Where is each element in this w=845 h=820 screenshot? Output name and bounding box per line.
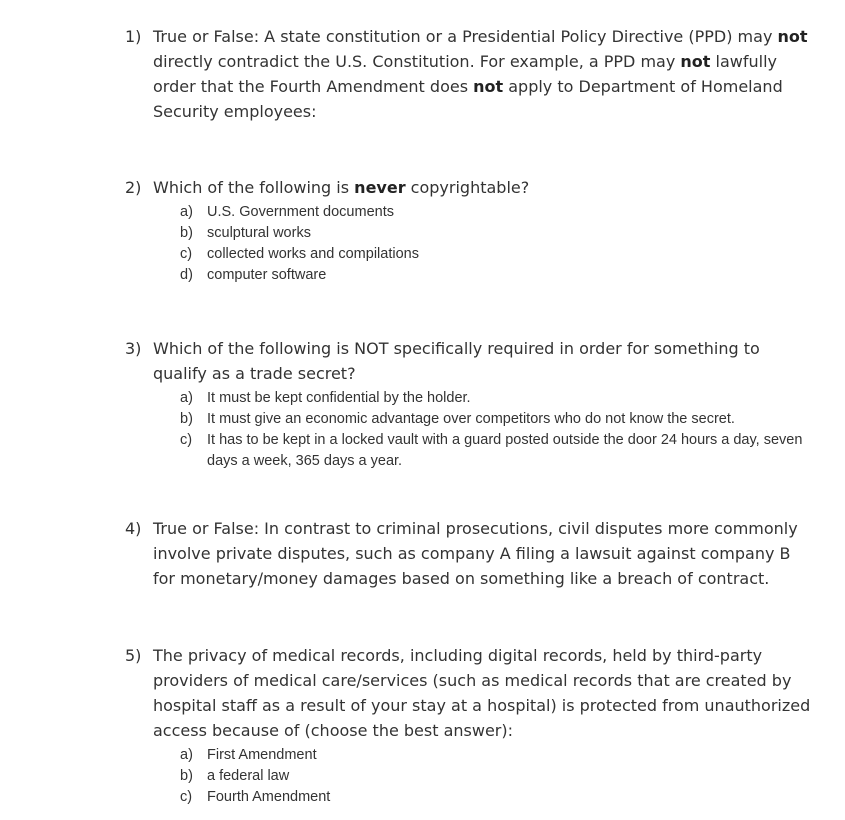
answer-option (180, 766, 815, 787)
stem-text: copyrightable? (405, 178, 530, 197)
stem-text: apply to Department of Homeland Security employees: (153, 77, 783, 121)
option-text: sculptural works (207, 225, 311, 241)
question-number: 1) (125, 27, 142, 46)
answer-option (180, 430, 815, 472)
answer-option (180, 202, 815, 223)
question-1 (125, 24, 815, 124)
stem-text: The privacy of medical records, including digital records, held by third-party providers of medical care/services (such as medical records that are created by hospital staff as a result of your stay at a hospital) is protected from unauthorized access because of (choose the best answer): (153, 646, 811, 740)
option-text: computer software (207, 267, 327, 283)
option-text: U.S. Government documents (207, 204, 394, 220)
option-text: Fourth Amendment (207, 789, 331, 805)
question-stem (153, 516, 815, 591)
stem-text: Which of the following is (153, 178, 355, 197)
option-letter: c) (180, 432, 193, 448)
question-number: 3) (125, 339, 142, 358)
stem-text: Which of the following is NOT specifically required in order for something to qualify as a trade secret? (153, 339, 760, 383)
answer-option (180, 244, 815, 265)
answer-option (180, 223, 815, 244)
question-number: 4) (125, 519, 142, 538)
answer-options (125, 202, 815, 286)
option-text: It must give an economic advantage over competitors who do not know the secret. (207, 411, 735, 427)
option-text: It has to be kept in a locked vault with a guard posted outside the door 24 hours a day, seven days a week, 365 days a year. (207, 432, 803, 469)
option-letter: c) (180, 789, 193, 805)
option-letter: b) (180, 225, 193, 241)
answer-option (180, 388, 815, 409)
answer-options (125, 745, 815, 808)
answer-options (125, 388, 815, 472)
question-stem (153, 24, 815, 124)
option-letter: d) (180, 267, 193, 283)
emphasis-text: not (777, 27, 808, 46)
question-stem (153, 336, 815, 386)
option-letter: a) (180, 747, 193, 763)
option-letter: a) (180, 390, 193, 406)
question-5 (125, 643, 815, 808)
question-4 (125, 516, 815, 591)
emphasis-text: not (473, 77, 504, 96)
option-text: collected works and compilations (207, 246, 419, 262)
option-text: First Amendment (207, 747, 317, 763)
question-number: 5) (125, 646, 142, 665)
option-letter: b) (180, 411, 193, 427)
question-number: 2) (125, 178, 142, 197)
answer-option (180, 787, 815, 808)
stem-text: True or False: A state constitution or a Presidential Policy Directive (PPD) may (153, 27, 778, 46)
answer-option (180, 745, 815, 766)
question-stem (153, 175, 815, 200)
answer-option (180, 409, 815, 430)
emphasis-text: not (680, 52, 711, 71)
option-text: It must be kept confidential by the holder. (207, 390, 471, 406)
question-stem (153, 643, 815, 743)
question-2 (125, 175, 815, 286)
emphasis-text: never (354, 178, 406, 197)
option-letter: b) (180, 768, 193, 784)
stem-text: lawfully order that the Fourth Amendment does (153, 52, 777, 96)
option-letter: c) (180, 246, 193, 262)
stem-text: True or False: In contrast to criminal prosecutions, civil disputes more commonly involve private disputes, such as company A filing a lawsuit against company B for monetary/money damages based on something like a breach of contract. (153, 519, 798, 588)
option-letter: a) (180, 204, 193, 220)
stem-text: directly contradict the U.S. Constitution. For example, a PPD may (153, 52, 681, 71)
answer-option (180, 265, 815, 286)
option-text: a federal law (207, 768, 290, 784)
question-3 (125, 336, 815, 472)
